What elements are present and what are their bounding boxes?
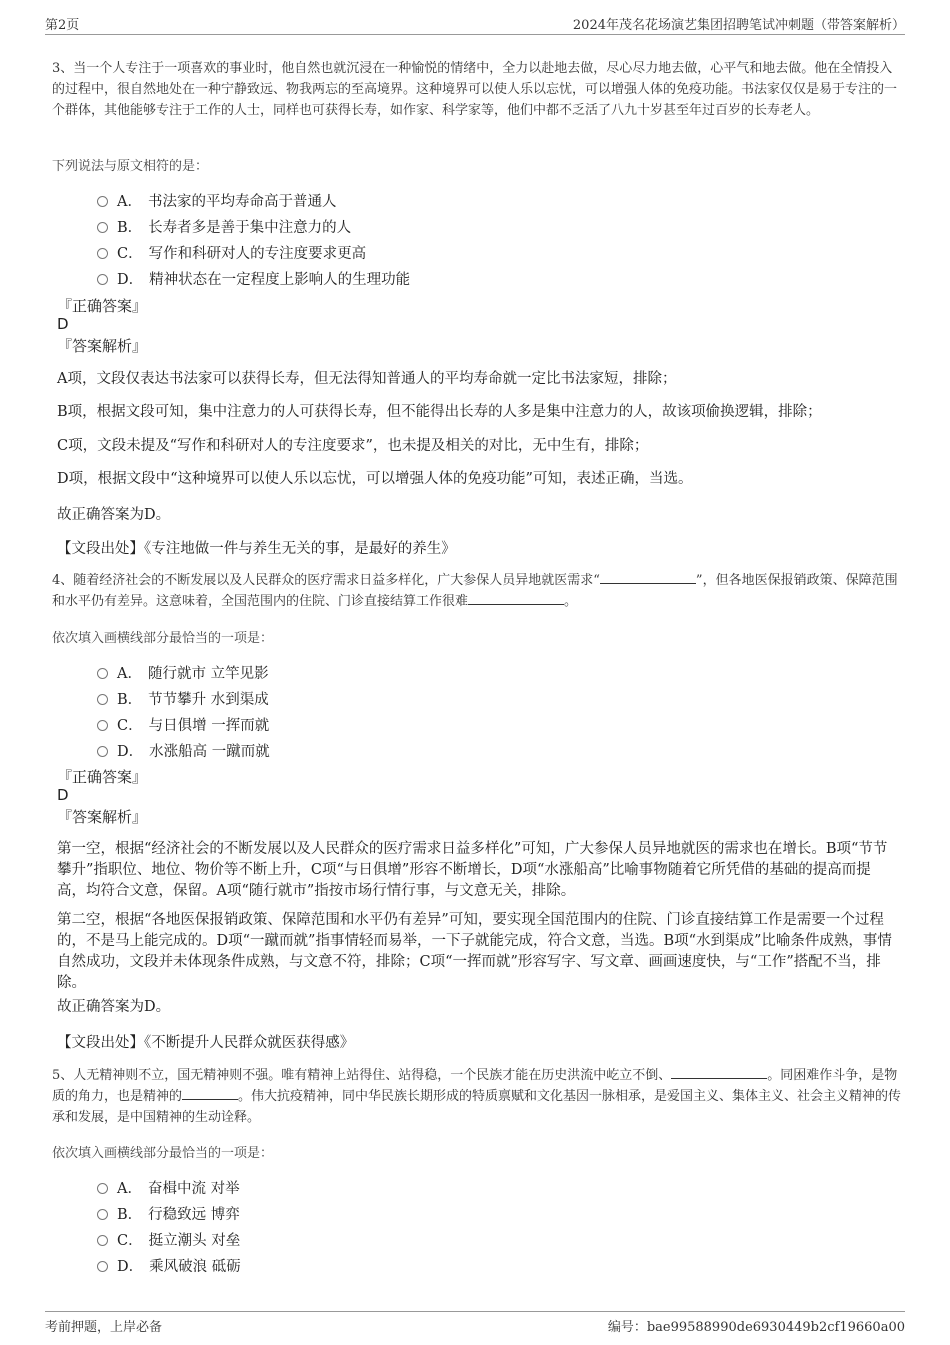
q3-option-a[interactable]: A． 书法家的平均寿命高于普通人: [97, 190, 336, 210]
radio-button[interactable]: [97, 1209, 108, 1220]
radio-button[interactable]: [97, 1235, 108, 1246]
q3-source: 【文段出处】《专注地做一件与养生无关的事，是最好的养生》: [57, 541, 456, 557]
radio-button[interactable]: [97, 1183, 108, 1194]
q4-option-a[interactable]: A． 随行就市 立竿见影: [97, 662, 269, 682]
page-footer: [45, 1311, 905, 1334]
fill-blank-2[interactable]: [468, 592, 564, 605]
q4-answer: D: [57, 786, 69, 804]
radio-button[interactable]: [97, 222, 108, 233]
q4-analysis-1: 第一空，根据“经济社会的不断发展以及人民群众的医疗需求日益多样化”可知，广大参保人员异地就医的需求也在增长。B项“节节攀升”指职位、地位、物价等不断上升，C项“与日俱增”形容不断增长，D项“水涨船高”比喻事物随着它所凭借的基础的提高而提高，均符合文意，保留。A项“随行就市”指按市场行情行事，与文意无关，排除。: [57, 841, 888, 899]
radio-button[interactable]: [97, 694, 108, 705]
q4-conclusion: 故正确答案为D。: [57, 999, 171, 1015]
q3-option-b[interactable]: B． 长寿者多是善于集中注意力的人: [97, 216, 351, 236]
radio-button[interactable]: [97, 668, 108, 679]
q4-option-b[interactable]: B． 节节攀升 水到渠成: [97, 688, 269, 708]
question-4-prompt: 依次填入画横线部分最恰当的一项是：: [52, 631, 274, 646]
question-4-text: 4、随着经济社会的不断发展以及人民群众的医疗需求日益多样化，广大参保人员异地就医需求“ ”，但各地医保报销政策、保障范围和水平仍有差异。这意味着，全国范围内的住院、门诊直接结算工作很难 。: [52, 573, 898, 609]
q3-answer-label: 『正确答案』: [57, 297, 148, 315]
q3-analysis-label: 『答案解析』: [57, 337, 148, 355]
q4-answer-label: 『正确答案』: [57, 768, 148, 786]
q4-analysis-2: 第二空，根据“各地医保报销政策、保障范围和水平仍有差异”可知，要实现全国范围内的住院、门诊直接结算工作是需要一个过程的，不是马上能完成的。D项“一蹴而就”指事情轻而易举，一下子就能完成，符合文意，当选。B项“水到渠成”比喻条件成熟，事情自然成功，文段并未体现条件成熟，与文意不符，排除；C项“一挥而就”形容写字、写文章、画画速度快，与“工作”搭配不当，排除。: [57, 912, 892, 991]
radio-button[interactable]: [97, 196, 108, 207]
q5-option-c[interactable]: C． 挺立潮头 对垒: [97, 1229, 240, 1249]
q4-analysis-label: 『答案解析』: [57, 808, 148, 826]
q3-analysis-b: B项，根据文段可知，集中注意力的人可获得长寿，但不能得出长寿的人多是集中注意力的人，故该项偷换逻辑，排除；: [57, 404, 822, 420]
radio-button[interactable]: [97, 1261, 108, 1272]
q4-option-d[interactable]: D． 水涨船高 一蹴而就: [97, 740, 270, 760]
q3-analysis-c: C项，文段未提及“写作和科研对人的专注度要求”，也未提及相关的对比，无中生有，排除；: [57, 438, 649, 454]
q3-analysis-a: A项，文段仅表达书法家可以获得长寿，但无法得知普通人的平均寿命就一定比书法家短，排除；: [57, 371, 677, 387]
page-number: 第2页: [45, 18, 80, 33]
q3-analysis-d: D项，根据文段中“这种境界可以使人乐以忘忧，可以增强人体的免疫功能”可知，表述正确，当选。: [57, 471, 693, 487]
q3-conclusion: 故正确答案为D。: [57, 507, 171, 523]
q5-option-b[interactable]: B． 行稳致远 博弈: [97, 1203, 240, 1223]
footer-slogan: 考前押题，上岸必备: [45, 1320, 163, 1335]
fill-blank-1[interactable]: [671, 1066, 767, 1079]
q3-option-c[interactable]: C． 写作和科研对人的专注度要求更高: [97, 242, 366, 262]
radio-button[interactable]: [97, 248, 108, 259]
radio-button[interactable]: [97, 720, 108, 731]
q4-option-c[interactable]: C． 与日俱增 一挥而就: [97, 714, 269, 734]
q3-option-d[interactable]: D． 精神状态在一定程度上影响人的生理功能: [97, 268, 410, 288]
fill-blank-1[interactable]: [600, 571, 696, 584]
radio-button[interactable]: [97, 274, 108, 285]
radio-button[interactable]: [97, 746, 108, 757]
page-header: [45, 14, 905, 35]
fill-blank-2[interactable]: [182, 1087, 238, 1100]
question-5-text: 5、人无精神则不立，国无精神则不强。唯有精神上站得住、站得稳，一个民族才能在历史洪流中屹立不倒、 。同困难作斗争，是物质的角力，也是精神的 。伟大抗疫精神，同中华民族长期形成的特质禀赋和文化基因一脉相承，是爱国主义、集体主义、社会主义精神的传承和发展，是中国精神的生动诠释。: [52, 1068, 902, 1125]
document-title: 2024年茂名花场演艺集团招聘笔试冲刺题（带答案解析）: [572, 18, 905, 33]
q5-option-d[interactable]: D． 乘风破浪 砥砺: [97, 1255, 241, 1275]
question-3-text: 3、当一个人专注于一项喜欢的事业时，他自然也就沉浸在一种愉悦的情绪中，全力以赴地去做，尽心尽力地去做，心平气和地去做。他在全情投入的过程中，很自然地处在一种宁静致远、物我两忘的至高境界。这种境界可以使人乐以忘忧，可以增强人体的免疫功能。书法家仅仅是易于专注的一个群体，其他能够专注于工作的人士，同样也可获得长寿，如作家、科学家等，他们中都不乏活了八九十岁甚至年过百岁的长寿老人。: [52, 61, 898, 118]
q5-option-a[interactable]: A． 奋楫中流 对举: [97, 1177, 240, 1197]
document-id: 编号：bae99588990de6930449b2cf19660a00: [607, 1320, 905, 1335]
question-5-prompt: 依次填入画横线部分最恰当的一项是：: [52, 1146, 274, 1161]
q3-answer: D: [57, 315, 69, 333]
question-3-prompt: 下列说法与原文相符的是：: [52, 159, 209, 174]
q4-source: 【文段出处】《不断提升人民群众就医获得感》: [57, 1035, 355, 1051]
